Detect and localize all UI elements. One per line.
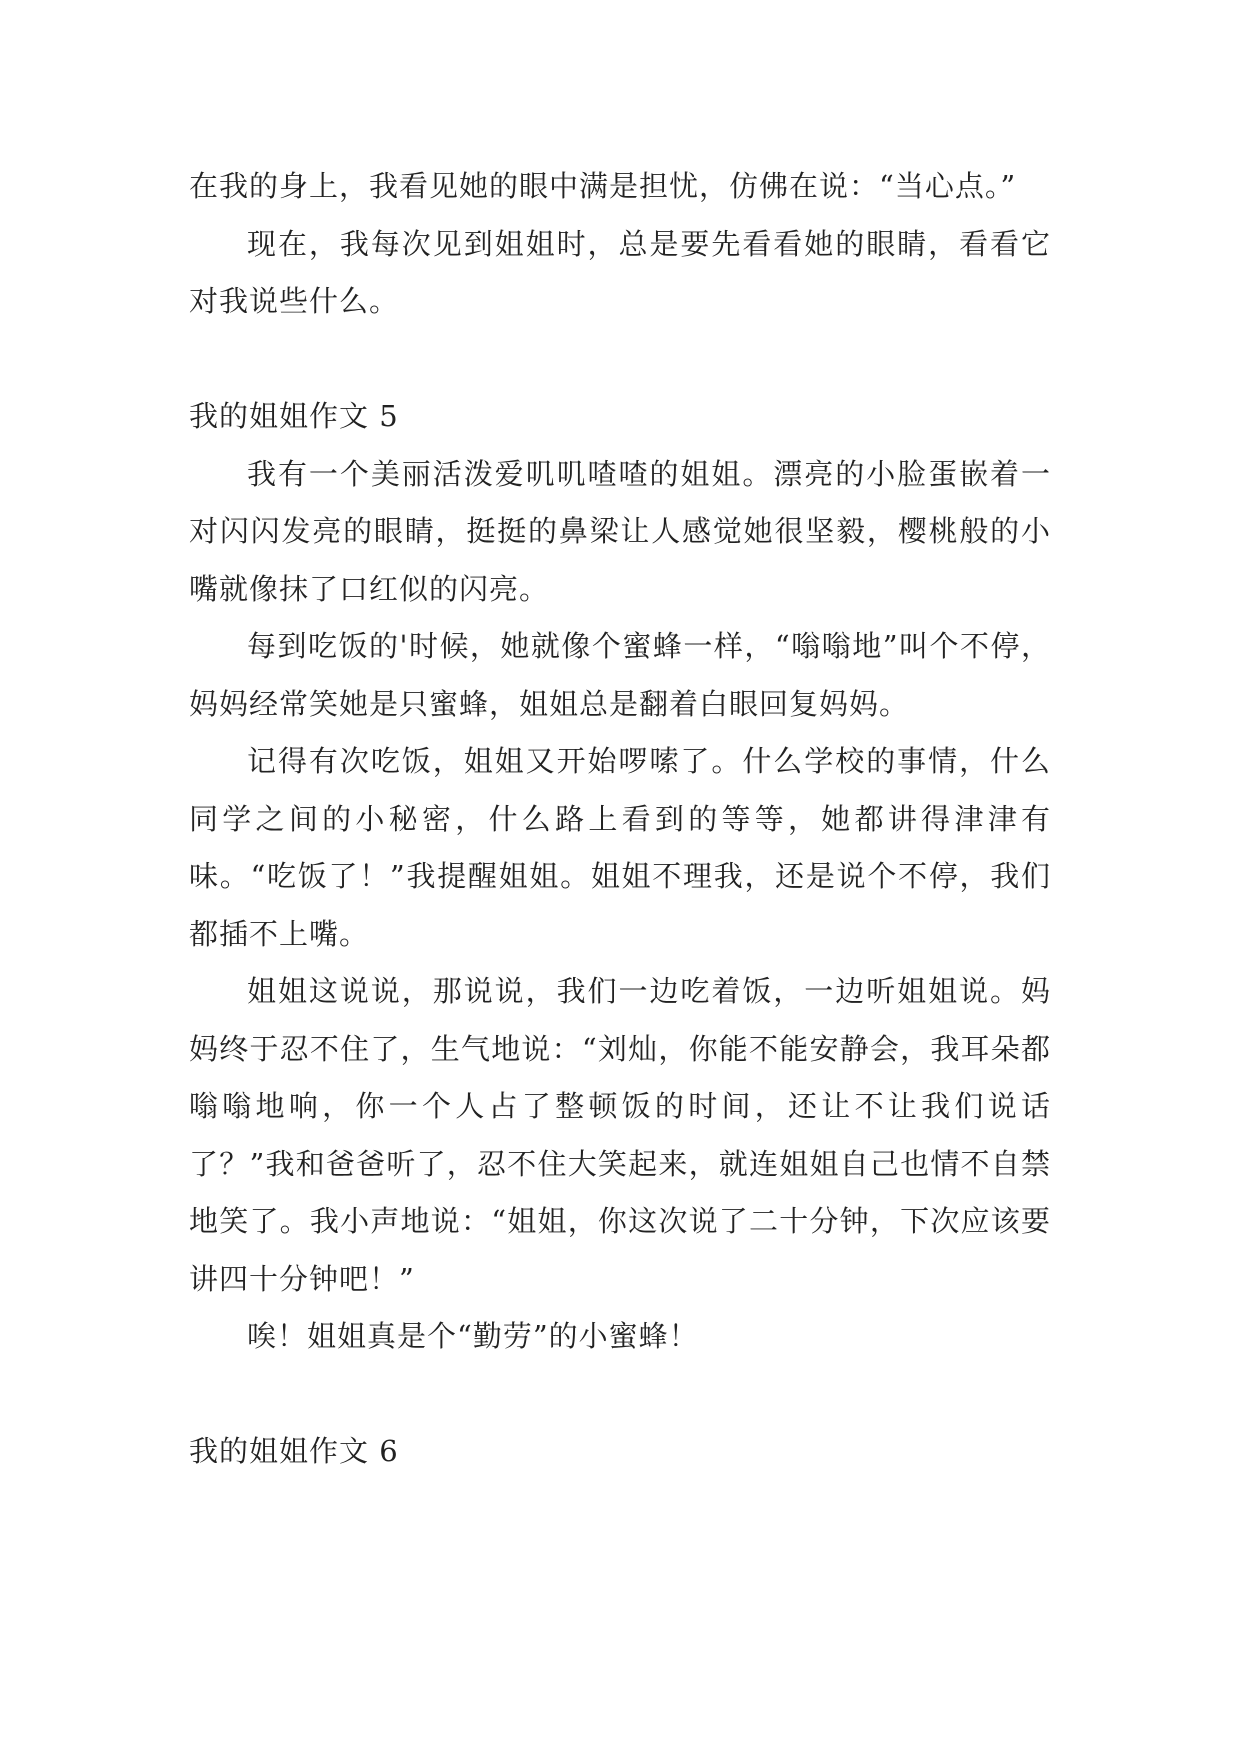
paragraph: 在我的身上，我看见她的眼中满是担忧，仿佛在说：“当心点。”	[189, 169, 1017, 203]
paragraph: 我有一个美丽活泼爱叽叽喳喳的姐姐。漂亮的小脸蛋嵌着一对闪闪发亮的眼睛，挺挺的鼻梁让人感觉她很坚毅，樱桃般的小嘴就像抹了口红似的闪亮。	[189, 456, 1051, 606]
section-heading: 我的姐姐作文 5	[189, 399, 399, 433]
document-body	[189, 158, 1051, 1481]
paragraph: 姐姐这说说，那说说，我们一边吃着饭，一边听姐姐说。妈妈终于忍不住了，生气地说：“刘灿，你能不能安静会，我耳朵都嗡嗡地响，你一个人占了整顿饭的时间，还让不让我们说话了？”我和爸爸听了，忍不住大笑起来，就连姐姐自己也情不自禁地笑了。我小声地说：“姐姐，你这次说了二十分钟，下次应该要讲四十分钟吧！”	[189, 974, 1051, 1296]
section-heading: 我的姐姐作文 6	[189, 1434, 399, 1468]
paragraph: 现在，我每次见到姐姐时，总是要先看看她的眼睛，看看它对我说些什么。	[189, 226, 1051, 318]
section-gap	[189, 331, 1051, 389]
section-gap	[189, 1366, 1051, 1424]
paragraph: 唉！姐姐真是个“勤劳”的小蜜蜂！	[247, 1319, 699, 1353]
paragraph: 记得有次吃饭，姐姐又开始啰嗦了。什么学校的事情，什么同学之间的小秘密，什么路上看到的等等，她都讲得津津有味。“吃饭了！”我提醒姐姐。姐姐不理我，还是说个不停，我们都插不上嘴。	[189, 744, 1051, 951]
paragraph: 每到吃饭的'时候，她就像个蜜蜂一样，“嗡嗡地”叫个不停，妈妈经常笑她是只蜜蜂，姐姐总是翻着白眼回复妈妈。	[189, 629, 1051, 721]
